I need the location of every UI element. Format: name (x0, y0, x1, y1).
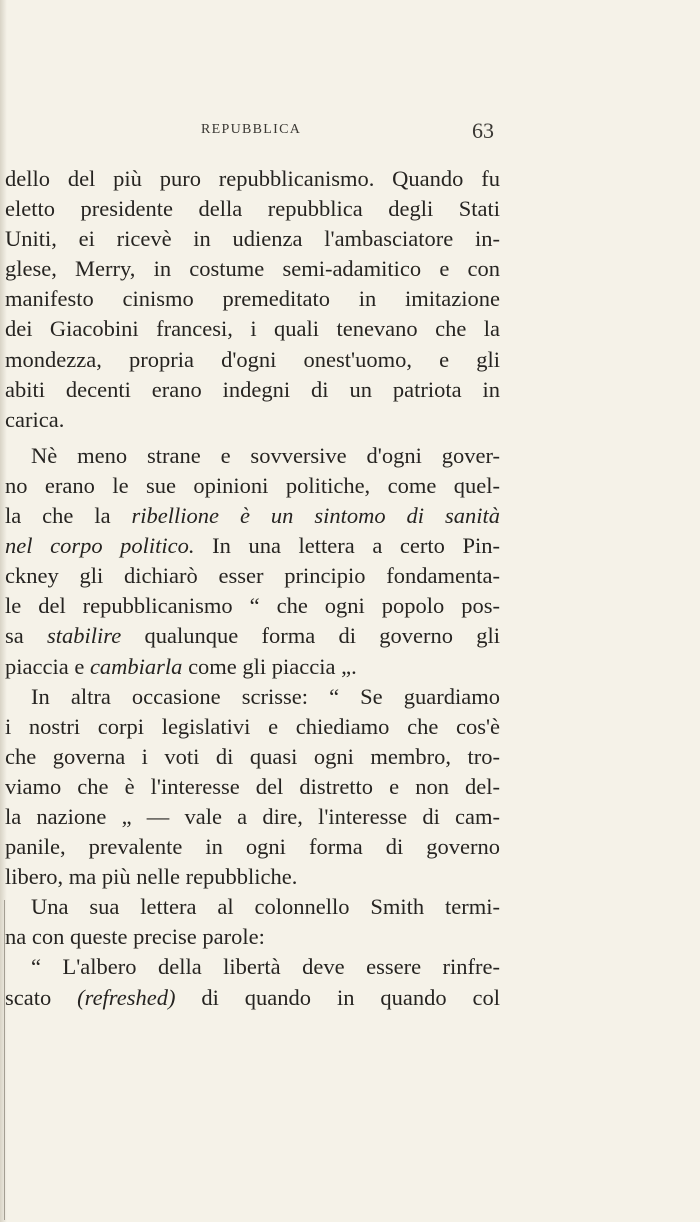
text-line: la nazione „ — vale a dire, l'interesse di cam- (5, 803, 500, 829)
text-line: ckney gli dichiarò esser principio fondamenta- (5, 563, 500, 589)
text-line: mondezza, propria d'ogni onest'uomo, e gli (5, 346, 500, 372)
text-line: abiti decenti erano indegni di un patriota in (5, 376, 500, 402)
text-run: qualunque forma di governo gli (121, 623, 501, 649)
text-line: panile, prevalente in ogni forma di governo (5, 834, 500, 860)
italic-word: (refreshed) (77, 984, 176, 1010)
italic-phrase: ribellione è un sintomo di sanità (131, 503, 500, 529)
page-number: 63 (472, 118, 494, 143)
italic-word: cambiarla (89, 653, 183, 679)
text-line (5, 652, 500, 682)
text-run: scato (5, 984, 78, 1010)
text-line: carica. (5, 406, 65, 432)
text-line: manifesto cinismo premeditato in imitazione (5, 286, 500, 312)
text-line (5, 531, 500, 561)
running-head: REPUBBLICA (201, 122, 302, 137)
text-line: dello del più puro repubblicanismo. Quando fu (5, 166, 500, 191)
text-line: eletto presidente della repubblica degli Stati (5, 196, 500, 222)
text-line: Nè meno strane e sovversive d'ogni gover- (31, 442, 500, 468)
text-line: dei Giacobini francesi, i quali tenevano che la (5, 316, 500, 342)
text-run: In una lettera a certo Pin- (194, 533, 500, 559)
italic-word: stabilire (47, 623, 122, 649)
text-line: Uniti, ei ricevè in udienza l'ambasciatore in- (5, 226, 500, 252)
text-line: In altra occasione scrisse: “ Se guardiamo (31, 683, 500, 709)
text-run: sa (5, 623, 48, 649)
text-line: che governa i voti di quasi ogni membro, tro- (5, 743, 500, 769)
text-line: glese, Merry, in costume semi-adamitico e con (5, 256, 500, 282)
text-line: na con queste precise parole: (5, 924, 265, 950)
text-line: i nostri corpi legislativi e chiediamo che cos'è (5, 713, 500, 739)
text-line: libero, ma più nelle repubbliche. (5, 864, 298, 890)
text-line (5, 621, 500, 651)
text-run: la che la (5, 503, 132, 529)
text-run: di quando in quando col (175, 984, 500, 1010)
italic-phrase: nel corpo politico. (5, 533, 195, 559)
body-text (5, 164, 500, 1013)
text-line: viamo che è l'interesse del distretto e non del- (5, 773, 500, 799)
text-line: “ L'albero della libertà deve essere rinfre- (31, 954, 500, 980)
text-run: piaccia e (5, 653, 90, 679)
text-line: no erano le sue opinioni politiche, come quel- (5, 472, 500, 498)
text-line (5, 501, 500, 531)
page-header (0, 118, 700, 142)
text-run: come gli piaccia „. (182, 653, 357, 679)
text-line: le del repubblicanismo “ che ogni popolo pos- (5, 593, 500, 619)
text-line (5, 983, 500, 1013)
text-line: Una sua lettera al colonnello Smith termi- (31, 894, 500, 920)
